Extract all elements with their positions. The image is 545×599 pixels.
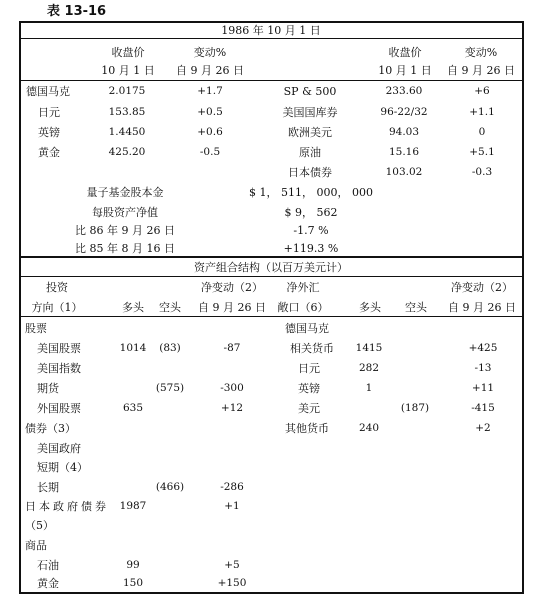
fund-value: $ 1， 511， 000， 000 xyxy=(249,186,373,199)
row-long: 1987 xyxy=(119,500,147,512)
frame-top-rule xyxy=(19,21,524,23)
date-header: 1986 年 10 月 1 日 xyxy=(221,24,321,37)
row-name: 英镑 xyxy=(298,382,320,395)
left-change-header: 变动% xyxy=(193,46,227,59)
fund-value: $ 9， 562 xyxy=(284,206,338,219)
row-name: 日本债券 xyxy=(288,166,332,179)
invest-direction-subheader: 方向（1） xyxy=(31,301,83,314)
row-net: +425 xyxy=(468,342,498,354)
right-change-date: 自 9 月 26 日 xyxy=(447,64,515,77)
fund-label: 每股资产净值 xyxy=(92,206,158,219)
row-name: （5） xyxy=(25,519,54,532)
row-long: 635 xyxy=(122,402,144,414)
row-name: 日元 xyxy=(298,362,320,375)
right-net-subheader: 自 9 月 26 日 xyxy=(448,301,516,314)
row-name: 美国股票 xyxy=(37,342,81,355)
row-close: 15.16 xyxy=(388,146,420,158)
row-name: 美国政府 xyxy=(37,442,81,455)
date-header-rule xyxy=(19,38,524,39)
row-net: -286 xyxy=(220,481,244,493)
frame-right-rule xyxy=(522,21,524,594)
fx-exposure-subheader: 敞口（6） xyxy=(277,301,329,314)
fx-exposure-header: 净外汇 xyxy=(286,281,320,294)
row-close: 96-22/32 xyxy=(380,106,428,118)
top-header-rule xyxy=(19,80,524,81)
row-short: (187) xyxy=(400,402,430,414)
row-name: 外国股票 xyxy=(37,402,81,415)
portfolio-section-header: 资产组合结构（以百万美元计） xyxy=(194,261,348,274)
row-long: 1014 xyxy=(119,342,147,354)
row-short: (83) xyxy=(159,342,181,354)
row-name: 日元 xyxy=(38,106,60,119)
row-close: 1.4450 xyxy=(108,126,146,138)
right-change-header: 变动% xyxy=(464,46,498,59)
row-long: 1415 xyxy=(355,342,383,354)
row-change: -0.3 xyxy=(471,166,493,178)
row-close: 233.60 xyxy=(385,85,423,97)
row-long: 1 xyxy=(365,382,373,394)
right-short-header: 空头 xyxy=(405,301,427,314)
row-change: +5.1 xyxy=(469,146,495,158)
section-header-rule xyxy=(19,276,524,277)
row-name: 期货 xyxy=(37,382,59,395)
row-net: +5 xyxy=(224,559,240,571)
row-name: 股票 xyxy=(25,322,47,335)
left-long-header: 多头 xyxy=(122,301,144,314)
row-change: 0 xyxy=(478,126,486,138)
row-net: +1 xyxy=(224,500,240,512)
left-close-header: 收盘价 xyxy=(111,46,145,59)
fund-label: 比 85 年 8 月 16 日 xyxy=(75,242,175,255)
row-net: -415 xyxy=(471,402,495,414)
row-close: 425.20 xyxy=(108,146,146,158)
row-change: -0.5 xyxy=(199,146,221,158)
row-net: -300 xyxy=(220,382,244,394)
row-name: 原油 xyxy=(299,146,321,159)
row-name: 美国指数 xyxy=(37,362,81,375)
row-net: -87 xyxy=(223,342,241,354)
row-name: 短期（4） xyxy=(37,461,88,474)
row-net: +2 xyxy=(475,422,491,434)
row-close: 2.0175 xyxy=(108,85,146,97)
row-short: (575) xyxy=(155,382,185,394)
row-name: 美国国库券 xyxy=(282,106,338,119)
invest-direction-header: 投资 xyxy=(46,281,68,294)
row-net: +12 xyxy=(220,402,244,414)
row-name: 黄金 xyxy=(38,146,60,159)
frame-left-rule xyxy=(19,21,21,594)
left-short-header: 空头 xyxy=(159,301,181,314)
right-close-header: 收盘价 xyxy=(388,46,422,59)
row-close: 153.85 xyxy=(108,106,146,118)
row-net: +150 xyxy=(217,577,247,589)
section-divider-rule xyxy=(19,256,524,258)
row-name: 长期 xyxy=(37,481,59,494)
row-name: 日本政府债券 xyxy=(25,500,109,513)
row-long: 240 xyxy=(358,422,380,434)
row-name: SP & 500 xyxy=(283,85,337,98)
fund-label: 量子基金股本金 xyxy=(86,186,164,199)
row-change: +6 xyxy=(474,85,490,97)
bottom-header-rule xyxy=(19,316,524,317)
right-net-header: 净变动（2） xyxy=(451,281,513,294)
fund-label: 比 86 年 9 月 26 日 xyxy=(75,224,175,237)
row-change: +0.5 xyxy=(197,106,223,118)
left-net-header: 净变动（2） xyxy=(201,281,263,294)
row-change: +0.6 xyxy=(197,126,223,138)
row-close: 103.02 xyxy=(385,166,423,178)
row-change: +1.1 xyxy=(469,106,495,118)
row-name: 德国马克 xyxy=(285,322,329,335)
row-net: +11 xyxy=(471,382,495,394)
row-name: 商品 xyxy=(25,539,47,552)
row-name: 美元 xyxy=(298,402,320,415)
row-name: 石油 xyxy=(37,559,59,572)
left-close-date: 10 月 1 日 xyxy=(101,64,155,77)
row-name: 相关货币 xyxy=(290,342,334,355)
fund-value: +119.3 % xyxy=(283,242,339,255)
row-long: 282 xyxy=(358,362,380,374)
row-long: 99 xyxy=(126,559,140,571)
row-long: 150 xyxy=(122,577,144,589)
frame-bottom-rule xyxy=(19,592,524,594)
fund-value: -1.7 % xyxy=(293,224,329,237)
row-name: 债券（3） xyxy=(25,422,76,435)
row-name: 英镑 xyxy=(38,126,60,139)
row-short: (466) xyxy=(155,481,185,493)
row-net: -13 xyxy=(474,362,492,374)
right-long-header: 多头 xyxy=(359,301,381,314)
left-net-subheader: 自 9 月 26 日 xyxy=(198,301,266,314)
table-label: 表 13-16 xyxy=(47,4,107,19)
row-name: 欧洲美元 xyxy=(288,126,332,139)
row-name: 其他货币 xyxy=(285,422,329,435)
row-name: 黄金 xyxy=(37,577,59,590)
right-close-date: 10 月 1 日 xyxy=(378,64,432,77)
row-name: 德国马克 xyxy=(26,85,70,98)
row-change: +1.7 xyxy=(197,85,223,97)
row-close: 94.03 xyxy=(388,126,420,138)
left-change-date: 自 9 月 26 日 xyxy=(176,64,244,77)
